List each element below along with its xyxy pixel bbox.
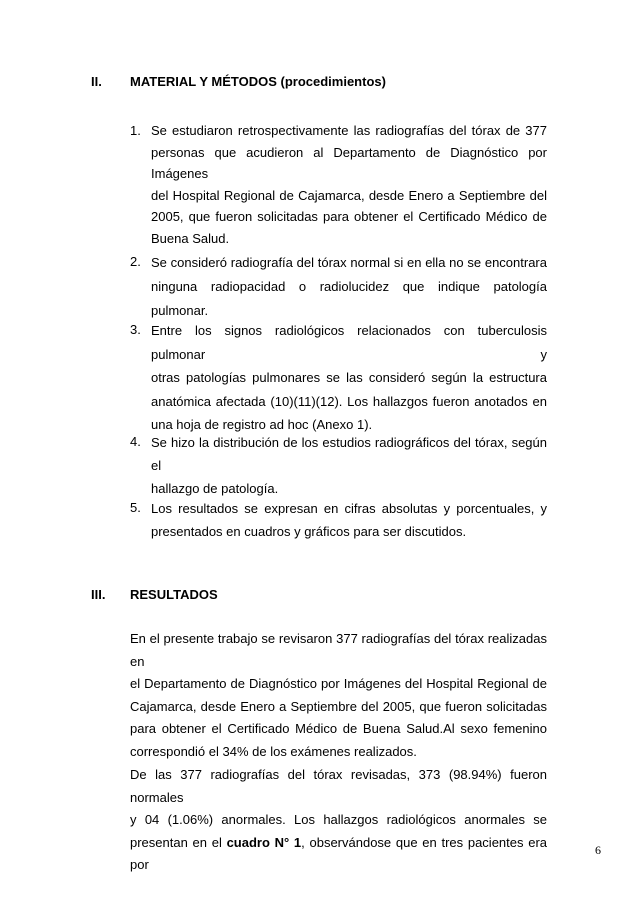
table-reference: cuadro N° 1 [226, 834, 302, 850]
text-line: Buena Salud. [151, 230, 230, 246]
text-line: el Departamento de Diagnóstico por Imágenes del Hospital Regional de [130, 676, 547, 691]
list-item-number: 3. [130, 322, 141, 337]
results-paragraph [130, 764, 547, 877]
list-item-number: 4. [130, 434, 141, 449]
text-line: De las 377 radiografías del tórax revisadas, 373 (98.94%) fueron normales [130, 767, 547, 805]
list-item-text [151, 251, 547, 323]
text-line [130, 832, 547, 877]
text-line: Entre los signos radiológicos relacionados con tuberculosis pulmonar y [151, 323, 547, 362]
text-line: Los resultados se expresan en cifras absolutas y porcentuales, y [151, 501, 547, 516]
text-run: presentan en el [130, 834, 227, 850]
list-item-text [151, 120, 547, 249]
text-line: Se estudiaron retrospectivamente las radiografías del tórax de 377 [151, 123, 547, 138]
page-number: 6 [595, 843, 601, 857]
text-line: 2005, que fueron solicitadas para obtener el Certificado Médico de [151, 209, 547, 224]
text-line: del Hospital Regional de Cajamarca, desde Enero a Septiembre del [151, 187, 547, 203]
section-iii-title: RESULTADOS [130, 587, 218, 602]
text-line: una hoja de registro ad hoc (Anexo 1). [151, 417, 373, 432]
text-line: personas que acudieron al Departamento de Diagnóstico por Imágenes [151, 144, 547, 181]
results-paragraph [130, 628, 547, 763]
list-item-number: 1. [130, 123, 141, 138]
text-run: , observándose que en tres pacientes era por [130, 834, 547, 872]
text-line: para obtener el Certificado Médico de Buena Salud.Al sexo femenino [130, 721, 547, 736]
section-ii-title: MATERIAL Y MÉTODOS (procedimientos) [130, 74, 386, 89]
text-line: Se hizo la distribución de los estudios radiográficos del tórax, según el [151, 435, 547, 473]
text-line: En el presente trabajo se revisaron 377 radiografías del tórax realizadas en [130, 631, 547, 669]
text-line: hallazgo de patología. [151, 481, 279, 496]
text-line: Se consideró radiografía del tórax normal si en ella no se encontrara [151, 255, 547, 270]
text-line: correspondió el 34% de los exámenes realizados. [130, 743, 417, 759]
list-item-text [151, 497, 547, 543]
text-line: ninguna radiopacidad o radiolucidez que indique patología pulmonar. [151, 279, 547, 318]
section-ii-number: II. [91, 74, 102, 89]
list-item-text [151, 319, 547, 437]
text-line: Cajamarca, desde Enero a Septiembre del 2005, que fueron solicitadas [130, 698, 547, 714]
text-line: anatómica afectada (10)(11)(12). Los hallazgos fueron anotados en [151, 393, 547, 409]
section-iii-number: III. [91, 587, 106, 602]
text-line: y 04 (1.06%) anormales. Los hallazgos radiológicos anormales se [130, 812, 547, 827]
list-item-number: 5. [130, 500, 141, 515]
text-line: presentados en cuadros y gráficos para ser discutidos. [151, 524, 467, 539]
text-line: otras patologías pulmonares se las consideró según la estructura [151, 370, 547, 385]
list-item-number: 2. [130, 254, 141, 269]
list-item-text [151, 431, 547, 500]
